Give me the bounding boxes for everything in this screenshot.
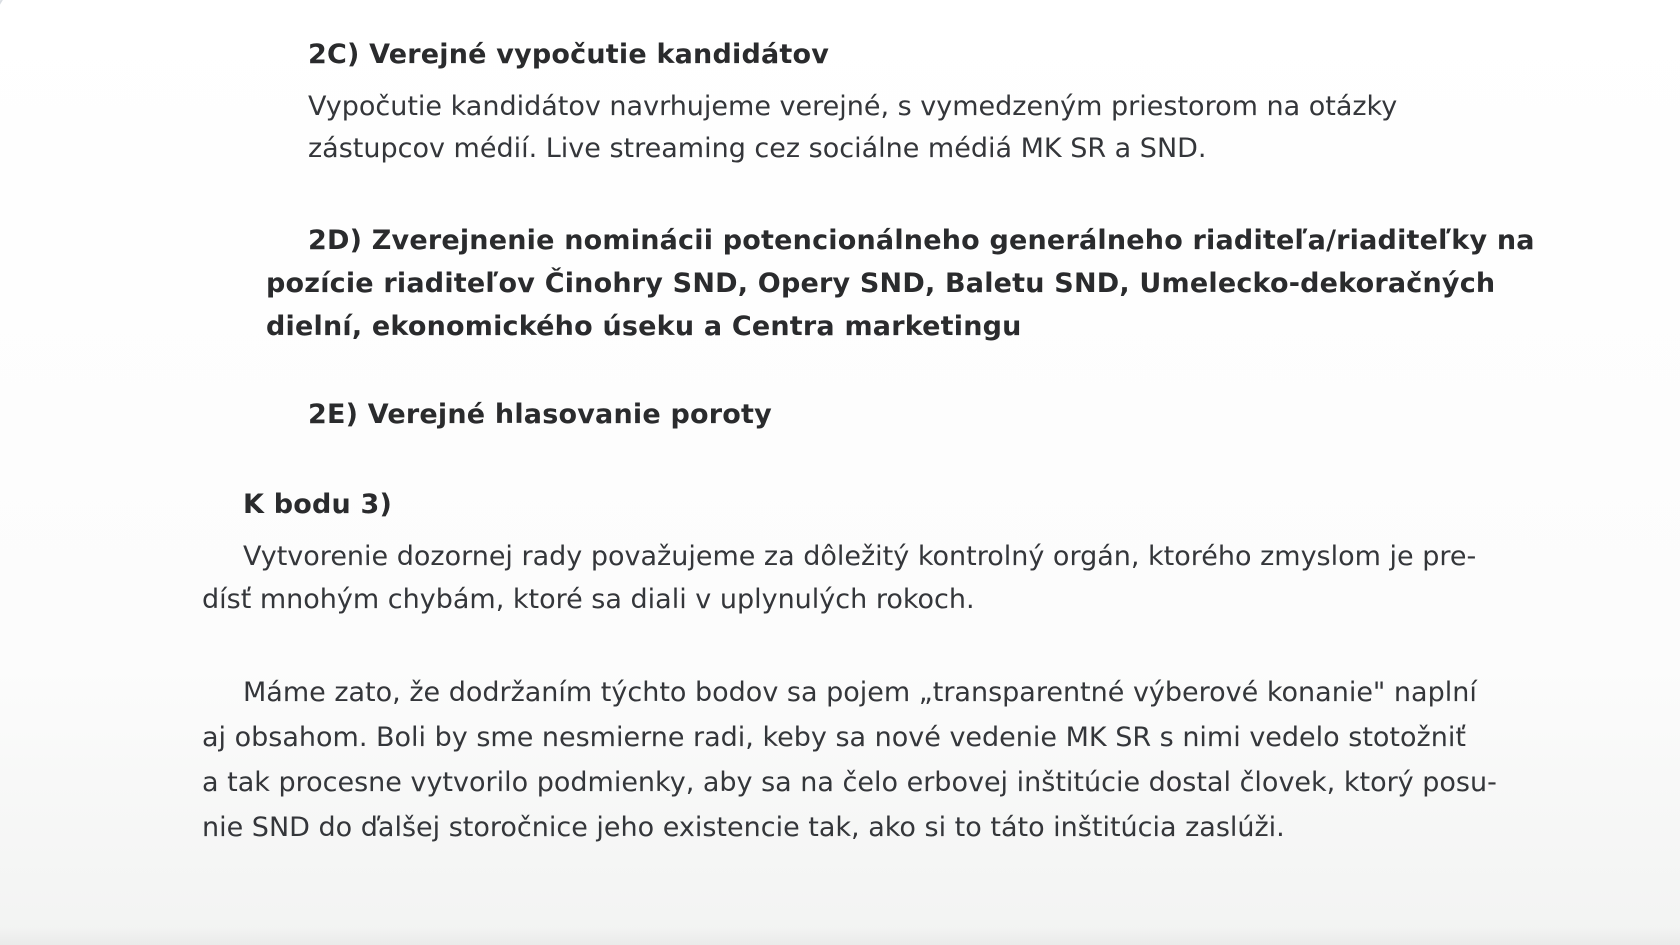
section-2d-heading <box>266 219 1535 348</box>
page-bottom-shadow <box>0 927 1680 945</box>
closing-paragraph <box>202 670 1497 850</box>
section-2c-heading: 2C) Verejné vypočutie kandidátov <box>308 39 830 70</box>
heading-line: pozície riaditeľov Činohry SND, Opery SND, Baletu SND, Umelecko-dekoračných <box>266 268 1496 299</box>
heading-line: 2D) Zverejnenie nominácii potencionálneho generálneho riaditeľa/riaditeľky na <box>308 225 1535 256</box>
paragraph-line: zástupcov médií. Live streaming cez sociálne médiá MK SR a SND. <box>308 133 1207 164</box>
paragraph-line: aj obsahom. Boli by sme nesmierne radi, keby sa nové vedenie MK SR s nimi vedelo stotožniť <box>202 722 1466 753</box>
heading-line: dielní, ekonomického úseku a Centra marketingu <box>266 311 1022 342</box>
paragraph-line: a tak procesne vytvorilo podmienky, aby sa na čelo erbovej inštitúcie dostal človek, ktorý posu- <box>202 767 1497 798</box>
paragraph-line: Vypočutie kandidátov navrhujeme verejné, s vymedzeným priestorom na otázky <box>308 91 1398 122</box>
paragraph-line: Máme zato, že dodržaním týchto bodov sa pojem „transparentné výberové konanie" naplní <box>243 677 1477 708</box>
section-2c-paragraph <box>308 86 1508 170</box>
paragraph-line: Vytvorenie dozornej rady považujeme za dôležitý kontrolný orgán, ktorého zmyslom je pre- <box>243 541 1477 572</box>
section-2e-heading: 2E) Verejné hlasovanie poroty <box>308 399 772 430</box>
section-3-paragraph <box>202 535 1492 621</box>
paragraph-line: nie SND do ďalšej storočnice jeho existencie tak, ako si to táto inštitúcia zaslúži. <box>202 812 1285 843</box>
paper-edge-line <box>0 0 32 21</box>
section-3-heading: K bodu 3) <box>243 489 393 520</box>
paragraph-line: dísť mnohým chybám, ktoré sa diali v uplynulých rokoch. <box>202 584 975 615</box>
